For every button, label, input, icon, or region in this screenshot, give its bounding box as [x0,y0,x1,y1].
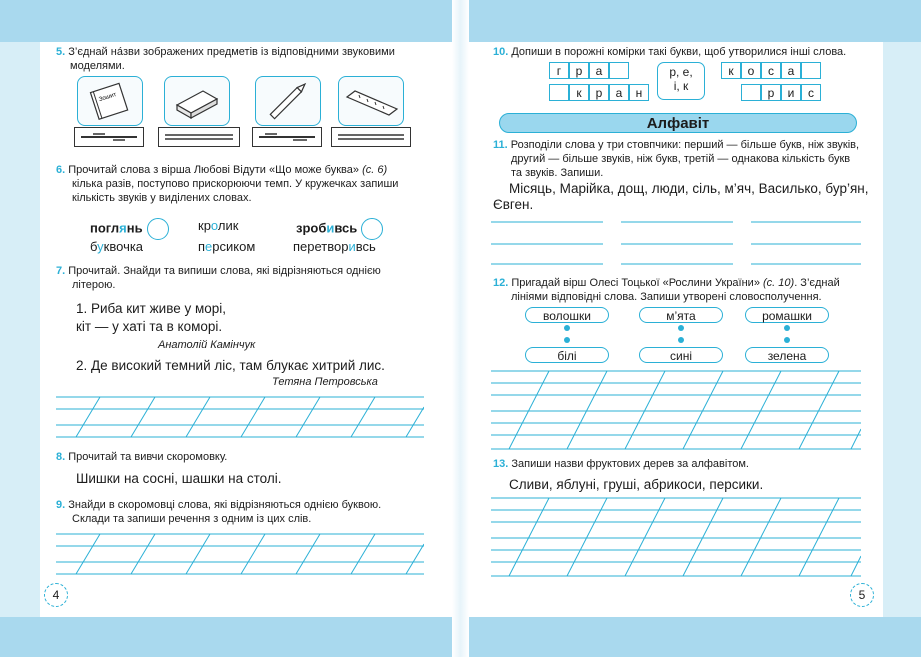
task-text: Прочитай слова з вірша Любові Відути «Що може буква» [68,164,360,176]
page-number: 5 [850,583,874,607]
task-number: 11. [493,139,508,151]
letter-cell: а [589,62,609,79]
word-list: Сливи, яблуні, груші, абрикоси, персики. [509,477,764,492]
right-page [469,0,921,657]
bottom-band [0,617,452,657]
left-page [0,0,452,657]
task-text: кілька разів, поступово прискорюючи темп. У кружечках запиши [72,178,399,190]
page-ref: (с. 6) [359,164,388,176]
word-persykom: персиком [198,239,256,254]
task-text: Знайди в скоромовці слова, які відрізняються однією буквою. [68,499,382,511]
task-text: Допиши в порожні комірки такі букви, щоб утворилися інші слова. [511,46,847,58]
poem-line: кіт — у хаті та в коморі. [76,319,223,334]
task-text: Склади та запиши речення з одним із цих слів. [72,513,312,525]
ruler-icon [339,77,403,125]
connector-dot[interactable] [564,337,570,343]
word-list: Євген. [493,197,534,212]
notebook-label: Зошит [98,91,118,104]
task-text: кількість звуків у виділених словах. [72,192,252,204]
letter-cell: р [569,62,589,79]
book-gutter [452,0,469,657]
letter-cell: с [761,62,781,79]
letter-cell: и [781,84,801,101]
letter-cell: а [609,84,629,101]
task-10 [493,45,846,59]
connector-dot[interactable] [784,337,790,343]
sound-model-icon [75,128,143,146]
letter-cell: к [569,84,589,101]
writing-lines[interactable] [56,532,424,578]
word-pill[interactable]: сині [639,347,723,363]
bottom-band [469,617,921,657]
task-text: Розподіли слова у три стовпчики: перший — більше букв, ніж звуків, [510,139,860,151]
page-number: 4 [44,583,68,607]
word-list: Місяць, Марійка, дощ, люди, сіль, м’яч, Василько, бур’ян, [509,181,869,196]
word-bukvochka: буквочка [90,239,144,254]
task-number: 13. [493,458,509,470]
sound-model-icon [159,128,239,146]
tongue-twister: Шишки на сосні, шашки на столі. [76,471,282,486]
word-pill[interactable]: м’ята [639,307,723,323]
writing-lines[interactable] [491,496,861,578]
notebook-picture [77,76,143,126]
task-number: 7. [56,265,66,277]
eraser-picture [164,76,230,126]
task-number: 9. [56,499,66,511]
task-text: Запиши назви фруктових дерев за алфавітом. [511,458,749,470]
task-text: . З’єднай [794,277,840,289]
task-number: 5. [56,46,66,58]
task-9 [56,498,426,526]
pencil-icon [256,77,320,125]
task-6 [56,163,426,205]
answer-circle[interactable] [147,218,169,240]
poem-line: 1. Риба кит живе у морі, [76,301,227,316]
task-text: Прочитай та вивчи скоромовку. [68,451,228,463]
task-text: літерою. [72,279,116,291]
author: Тетяна Петровська [272,376,378,388]
task-13 [493,457,749,471]
task-8 [56,450,227,464]
empty-cell[interactable] [741,84,761,101]
letter-choices: р, е, і, к [657,62,705,100]
letter-cell: с [801,84,821,101]
letter-cell: р [589,84,609,101]
sound-model-1 [74,127,144,147]
answer-circle[interactable] [361,218,383,240]
author: Анатолій Камінчук [158,339,256,351]
word-pill[interactable]: зелена [745,347,829,363]
letter-cell: г [549,62,569,79]
column-lines[interactable] [491,214,861,266]
sound-model-4 [331,127,411,147]
top-band [469,0,921,42]
task-number: 10. [493,46,509,58]
notebook-icon [78,77,142,125]
page-ref: (с. 10) [759,277,795,289]
empty-cell[interactable] [801,62,821,79]
word-pill[interactable]: волошки [525,307,609,323]
task-text: другий — більше звуків, ніж букв, третій — однакова кількість букв [511,153,851,165]
empty-cell[interactable] [609,62,629,79]
letter-cell: а [781,62,801,79]
word-pill[interactable]: ромашки [745,307,829,323]
connector-dot[interactable] [678,325,684,331]
task-5 [56,45,426,73]
task-number: 12. [493,277,509,289]
letter-cell: р [761,84,781,101]
task-11 [493,138,863,180]
task-text: лініями відповідні слова. Запиши утворені словосполучення. [511,291,822,303]
task-text: моделями. [70,60,125,72]
sound-model-icon [332,128,410,146]
connector-dot[interactable] [784,325,790,331]
sound-model-3 [252,127,322,147]
sound-model-icon [253,128,321,146]
task-text: та звуків. Запиши. [511,167,604,179]
word-peretvoryvs: перетворивсь [293,239,376,254]
writing-lines[interactable] [491,369,861,451]
letter-cell: к [721,62,741,79]
top-band [0,0,452,42]
task-text: Прочитай. Знайди та випиши слова, які відрізняються однією [68,265,381,277]
word-krolyk: кролик [198,218,239,233]
word-zrobyvs: зробивсь [296,218,383,240]
writing-lines[interactable] [56,395,424,441]
eraser-icon [165,77,229,125]
connector-dot[interactable] [678,337,684,343]
sound-model-2 [158,127,240,147]
task-7 [56,264,426,292]
connector-dot[interactable] [564,325,570,331]
pencil-picture [255,76,321,126]
task-text: З’єднай на́зви зображених предметів із відповідними звуковими [68,46,395,58]
ruler-picture [338,76,404,126]
word-pill[interactable]: білі [525,347,609,363]
letter-cell: н [629,84,649,101]
poem-line: 2. Де високий темний ліс, там блукає хитрий лис. [76,358,385,373]
task-12 [493,276,865,304]
task-text: Пригадай вірш Олесі Тоцької «Рослини України» [511,277,760,289]
word-poglyan: поглянь [90,218,169,240]
letter-cell: о [741,62,761,79]
empty-cell[interactable] [549,84,569,101]
task-number: 8. [56,451,66,463]
task-number: 6. [56,164,66,176]
section-title: Алфавіт [499,113,857,133]
